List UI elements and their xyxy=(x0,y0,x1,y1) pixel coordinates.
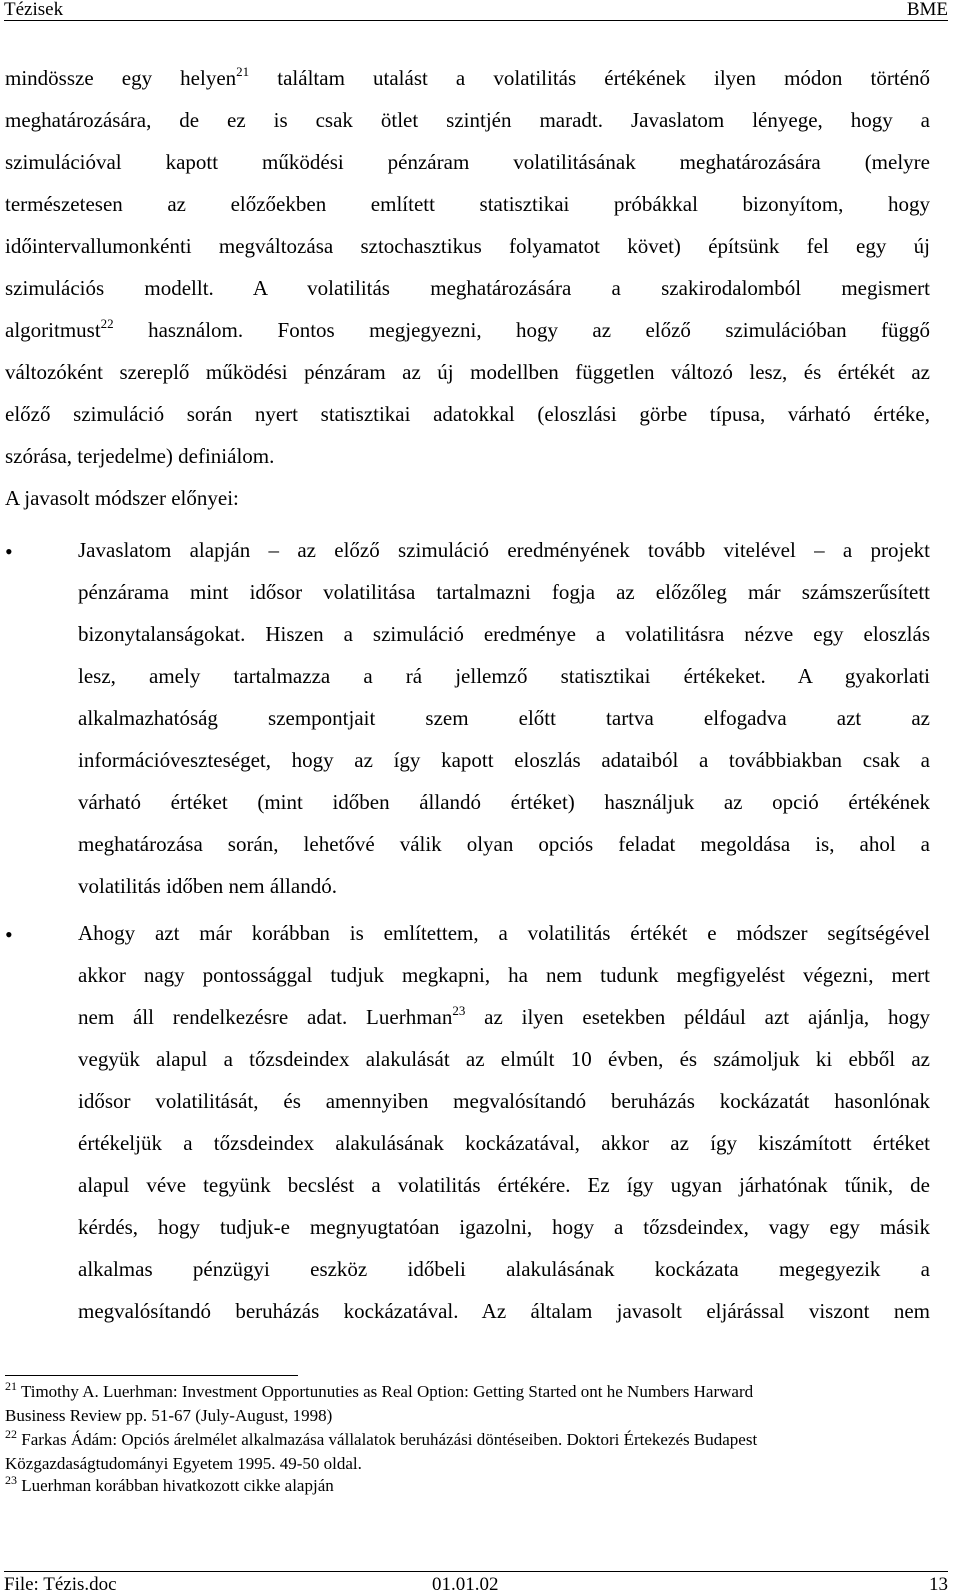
footnote-23: $^{23}$ Luerhman korábban hivatkozott cikke alapján xyxy=(5,1473,334,1495)
text-line: vegyük alapul a tőzsdeindex alakulását az elmúlt 10 évben, és számoljuk ki ebből az xyxy=(78,1047,930,1071)
section-heading: A javasolt módszer előnyei: xyxy=(5,486,239,510)
text-line: alkalmas pénzügyi eszköz időbeli alakulásának kockázata megegyezik a xyxy=(78,1257,930,1281)
footnote-ref[interactable]: 22 xyxy=(100,316,114,331)
footnote-21: $^{21}$ Timothy A. Luerhman: Investment Opportunuties as Real Option: Getting Started ont he Numbers Harward xyxy=(5,1379,754,1401)
text-line: Javaslatom alapján – az előző szimuláció eredményének tovább vitelével – a projekt xyxy=(78,538,930,562)
text-line: előző szimuláció során nyert statisztikai adatokkal (eloszlási görbe típusa, várható értéke, xyxy=(5,402,930,426)
header-left: Tézisek xyxy=(4,0,64,20)
page-header xyxy=(4,0,948,21)
page-footer xyxy=(4,1571,948,1594)
text-line: nem áll rendelkezésre adat. Luerhman$^{23}$ az ilyen esetekben például azt ajánlja, hogy xyxy=(78,1003,930,1029)
text-line: volatilitás időben nem állandó. xyxy=(78,874,337,898)
footnote-22: $^{22}$ Farkas Ádám: Opciós árelmélet alkalmazása vállalatok beruházási döntéseiben. Doktori Értekezés Budapest xyxy=(5,1427,758,1449)
text-line: szórása, terjedelme) definiálom. xyxy=(5,444,275,468)
footer-filename: File: Tézis.doc xyxy=(4,1574,117,1595)
bullet-dot-icon: • xyxy=(5,922,13,947)
header-right: BME xyxy=(906,0,948,20)
text-line: alkalmazhatóság szempontjait szem előtt tartva elfogadva azt az xyxy=(78,706,930,730)
text-line: algoritmust$^{22}$ használom. Fontos megjegyezni, hogy az előző szimulációban függő xyxy=(5,316,930,342)
text-line: információveszteséget, hogy az így kapott eloszlás adataiból a továbbiakban csak a xyxy=(78,748,930,772)
text-line: várható értéket (mint időben állandó értéket) használjuk az opció értékének xyxy=(78,790,930,814)
text-line: pénzárama mint idősor volatilitása tartalmazni fogja az előzőleg már számszerűsített xyxy=(78,580,930,604)
text-line: természetesen az előzőekben említett statisztikai próbákkal bizonyítom, hogy xyxy=(5,192,930,216)
text-line: szimulációval kapott működési pénzáram volatilitásának meghatározására (melyre xyxy=(5,150,930,174)
text-line: bizonytalanságokat. Hiszen a szimuláció eredménye a volatilitásra nézve egy eloszlás xyxy=(78,622,930,646)
footnote-22-cont: Közgazdaságtudományi Egyetem 1995. 49-50 oldal. xyxy=(5,1454,362,1473)
text-line: idősor volatilitását, és amennyiben megvalósítandó beruházás kockázatát hasonlónak xyxy=(78,1089,930,1113)
text-line: szimulációs modellt. A volatilitás meghatározására a szakirodalomból megismert xyxy=(5,276,930,300)
footer-date: 01.01.02 xyxy=(432,1574,499,1595)
text-line: lesz, amely tartalmazza a rá jellemző statisztikai értékeket. A gyakorlati xyxy=(78,664,930,688)
text-line: kérdés, hogy tudjuk-e megnyugtatóan igazolni, hogy a tőzsdeindex, vagy egy másik xyxy=(78,1215,930,1239)
text-line: meghatározására, de ez is csak ötlet szintjén maradt. Javaslatom lényege, hogy a xyxy=(5,108,930,132)
text-line: Ahogy azt már korábban is említettem, a volatilitás értékét e módszer segítségével xyxy=(78,921,930,945)
text-line: megvalósítandó beruházás kockázatával. Az általam javasolt eljárással viszont nem xyxy=(78,1299,930,1323)
text-line: alapul véve tegyünk becslést a volatilitás értékére. Ez így ugyan járhatónak tűnik, de xyxy=(78,1173,930,1197)
footnote-21-cont: Business Review pp. 51-67 (July-August, 1998) xyxy=(5,1406,333,1425)
text-line: változóként szereplő működési pénzáram az új modellben független változó lesz, és értékét az xyxy=(5,360,930,384)
page-number: 13 xyxy=(929,1574,948,1595)
text-line: meghatározása során, lehetővé válik olyan opciós feladat megoldása is, ahol a xyxy=(78,832,930,856)
footnote-separator xyxy=(5,1375,298,1376)
text-line: időintervallumonkénti megváltozása sztochasztikus folyamatot követ) építsünk fel egy új xyxy=(5,234,930,258)
footnote-ref[interactable]: 23 xyxy=(452,1003,466,1018)
text-line: mindössze egy helyen$^{21}$ találtam utalást a volatilitás értékének ilyen módon történő xyxy=(5,64,931,90)
bullet-dot-icon: • xyxy=(5,539,13,564)
footnote-ref[interactable]: 21 xyxy=(236,64,250,79)
text-line: értékeljük a tőzsdeindex alakulásának kockázatával, akkor az így kiszámított értéket xyxy=(78,1131,930,1155)
text-line: akkor nagy pontossággal tudjuk megkapni, ha nem tudunk megfigyelést végezni, mert xyxy=(78,963,930,987)
